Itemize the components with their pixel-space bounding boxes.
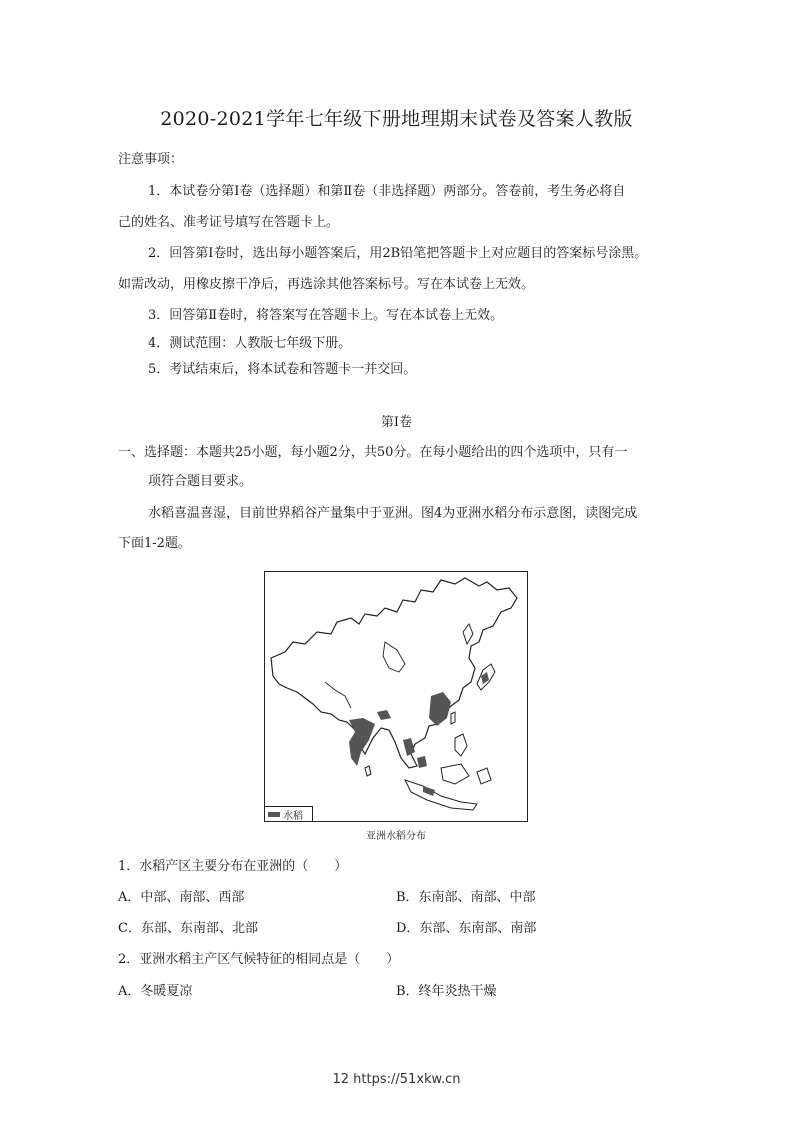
part-instructions-cont: 项符合题目要求。 <box>148 474 253 489</box>
note-item-2-cont: 如需改动，用橡皮擦干净后，再选涂其他答案标号。写在本试卷上无效。 <box>118 277 535 292</box>
question-intro-cont: 下面1-2题。 <box>118 536 191 551</box>
question-1-option-c: C．东部、东南部、北部 <box>118 921 258 936</box>
question-2-option-b: B．终年炎热干燥 <box>396 984 497 999</box>
legend-swatch <box>268 812 280 817</box>
note-item-3: 3．回答第Ⅱ卷时，将答案写在答题卡上。写在本试卷上无效。 <box>148 308 504 323</box>
note-item-1-cont: 己的姓名、准考证号填写在答题卡上。 <box>118 215 340 230</box>
note-item-4: 4．测试范围：人教版七年级下册。 <box>148 336 352 351</box>
map-legend <box>265 806 313 821</box>
page-footer: 12 https://51xkw.cn <box>332 1072 461 1087</box>
question-1-option-a: A．中部、南部、西部 <box>118 890 245 905</box>
question-2-stem: 2．亚洲水稻主产区气候特征的相同点是（ ） <box>118 952 400 967</box>
question-2-option-a: A．冬暖夏凉 <box>118 984 193 999</box>
asia-rice-map <box>264 571 528 822</box>
section-title: 第Ⅰ卷 <box>380 415 413 430</box>
question-1-stem: 1．水稻产区主要分布在亚洲的（ ） <box>118 859 348 874</box>
note-item-2: 2．回答第Ⅰ卷时，选出每小题答案后，用2B铅笔把答题卡上对应题目的答案标号涂黑。 <box>148 246 648 261</box>
figure-caption: 亚洲水稻分布 <box>366 831 426 842</box>
asia-landmass <box>271 578 517 768</box>
question-intro: 水稻喜温喜湿，目前世界稻谷产量集中于亚洲。图4为亚洲水稻分布示意图，读图完成 <box>148 506 638 521</box>
asia-map-drawing <box>265 572 527 821</box>
page-title: 2020-2021学年七年级下册地理期末试卷及答案人教版 <box>160 108 633 130</box>
question-1-option-d: D．东部、东南部、南部 <box>396 921 537 936</box>
rice-region-mekong <box>417 756 427 768</box>
note-item-5: 5．考试结束后，将本试卷和答题卡一并交回。 <box>148 362 417 377</box>
notes-heading: 注意事项： <box>118 152 184 167</box>
part-instructions: 一、选择题：本题共25小题，每小题2分，共50分。在每小题给出的四个选项中，只有一 <box>118 445 628 460</box>
question-1-option-b: B．东南部、南部、中部 <box>396 890 536 905</box>
legend-label: 水稻 <box>283 810 303 822</box>
note-item-1: 1．本试卷分第Ⅰ卷（选择题）和第Ⅱ卷（非选择题）两部分。答卷前，考生务必将自 <box>148 184 626 199</box>
